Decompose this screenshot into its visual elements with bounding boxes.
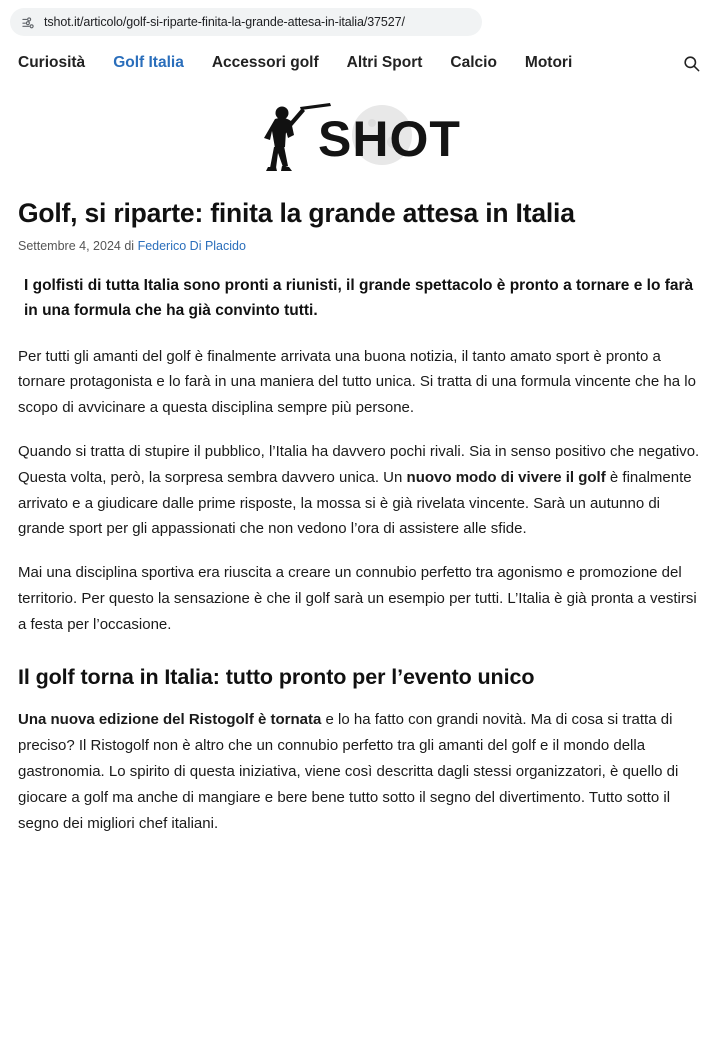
article-date: Settembre 4, 2024	[18, 239, 121, 254]
site-navigation	[0, 42, 720, 87]
nav-item-altri-sport[interactable]: Altri Sport	[346, 54, 423, 71]
article-body	[0, 197, 720, 836]
url-text: tshot.it/articolo/golf-si-riparte-finita-la-grande-attesa-in-italia/37527/	[44, 15, 405, 29]
byline-label: di	[124, 239, 135, 254]
address-bar[interactable]	[10, 8, 482, 36]
nav-item-motori[interactable]: Motori	[524, 54, 573, 71]
author-link[interactable]: Federico Di Placido	[137, 239, 246, 254]
paragraph-2-text-start: Quando si tratta di stupire il pubblico, l’Italia ha davvero pochi rivali. Sia in senso positivo che negativo. Questa volta, però, la sorpresa sembra davvero unica. Un	[18, 442, 700, 486]
article-lead: I golfisti di tutta Italia sono pronti a riunisti, il grande spettacolo è pronto a tornare e lo farà in una formula che ha già convinto tutti.	[24, 277, 694, 320]
article-meta	[18, 239, 702, 253]
search-icon[interactable]	[680, 52, 702, 74]
logo-graphic	[230, 101, 490, 179]
article-paragraph-3: Mai una disciplina sportiva era riuscita a creare un connubio perfetto tra agonismo e promozione del territorio. Per questo la sensazione è che il golf sarà un esempio per tutti. L’Italia è già pronta a vestirsi a festa per l’occasione.	[18, 564, 697, 633]
paragraph-4-bold: Una nuova edizione del Ristogolf è tornata	[18, 711, 322, 729]
svg-text:SHOT: SHOT	[318, 111, 461, 167]
article-paragraph-1: Per tutti gli amanti del golf è finalmente arrivata una buona notizia, il tanto amato sport è pronto a tornare protagonista e lo farà in una maniera del tutto unica. Si tratta di una formula vincente che ha lo scopo di avvicinare a questa disciplina sempre più persone.	[18, 347, 696, 417]
nav-item-golf-italia[interactable]: Golf Italia	[113, 54, 184, 71]
page-title: Golf, si riparte: finita la grande attesa in Italia	[18, 198, 575, 228]
paragraph-4-text: e lo ha fatto con grandi novità. Ma di cosa si tratta di preciso? Il Ristogolf non è altro che un connubio perfetto tra gli amanti del golf e il mondo della gastronomia. Lo spirito di questa iniziativa, viene così descritta dagli stessi organizzatori, è quello di giocare a golf ma anche di mangiare e bere bene tutto sotto il segno del divertimento. Tutto sotto il segno dei migliori chef italiani.	[18, 711, 679, 832]
paragraph-2-text-end: è finalmente arrivato e a giudicare dalle prime risposte, la mossa si è già rivelata vincente. Sarà un autunno di grande sport per gli appassionati che non vedono l’ora di assistere alle sfide.	[18, 468, 692, 538]
nav-item-calcio[interactable]: Calcio	[450, 54, 497, 71]
site-settings-icon[interactable]	[20, 14, 36, 30]
nav-item-curiosita[interactable]: Curiosità	[18, 54, 86, 71]
article-paragraph-4	[18, 707, 702, 836]
article-subheading: Il golf torna in Italia: tutto pronto per l’evento unico	[18, 664, 535, 689]
paragraph-2-bold: nuovo modo di vivere il golf	[406, 468, 606, 486]
site-logo[interactable]	[0, 87, 720, 189]
article-paragraph-2	[18, 439, 702, 542]
nav-item-accessori-golf[interactable]: Accessori golf	[211, 54, 319, 71]
browser-chrome	[0, 0, 720, 42]
